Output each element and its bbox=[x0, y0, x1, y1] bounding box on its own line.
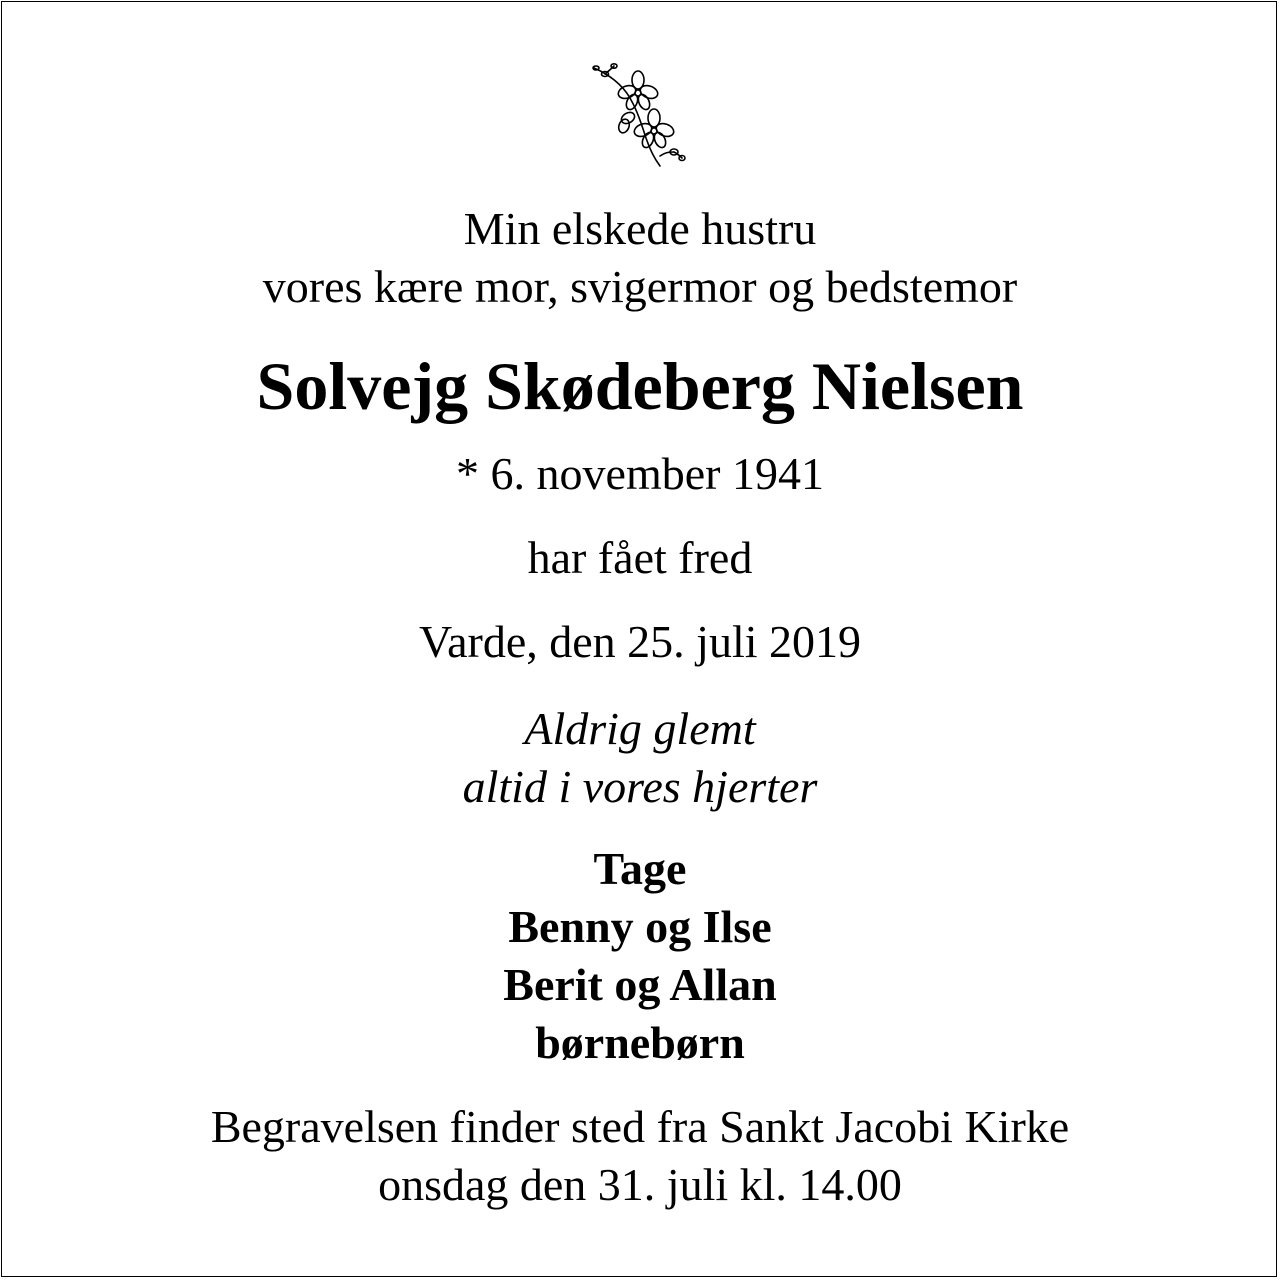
funeral-line-1: Begravelsen finder sted fra Sankt Jacobi Kirke bbox=[210, 1101, 1070, 1152]
place-date: Varde, den 25. juli 2019 bbox=[418, 616, 862, 667]
family-member: Berit og Allan bbox=[503, 959, 777, 1010]
family-member: Tage bbox=[593, 843, 687, 894]
verse-line-1: Aldrig glemt bbox=[524, 703, 756, 754]
family-member: børnebørn bbox=[535, 1017, 745, 1068]
memorial-verse bbox=[0, 700, 1280, 816]
orchid-branch-icon bbox=[588, 60, 694, 172]
intro-line-1: Min elskede hustru bbox=[463, 203, 817, 254]
family-signatures bbox=[0, 840, 1280, 1072]
family-member: Benny og Ilse bbox=[508, 901, 772, 952]
funeral-info bbox=[0, 1098, 1280, 1214]
funeral-line-2: onsdag den 31. juli kl. 14.00 bbox=[378, 1159, 902, 1210]
birth-date: * 6. november 1941 bbox=[456, 448, 824, 499]
intro-text bbox=[0, 200, 1280, 316]
intro-line-2: vores kære mor, svigermor og bedstemor bbox=[262, 261, 1018, 312]
verse-line-2: altid i vores hjerter bbox=[462, 761, 818, 812]
peace-text: har fået fred bbox=[527, 532, 753, 583]
deceased-name: Solvejg Skødeberg Nielsen bbox=[256, 348, 1024, 424]
